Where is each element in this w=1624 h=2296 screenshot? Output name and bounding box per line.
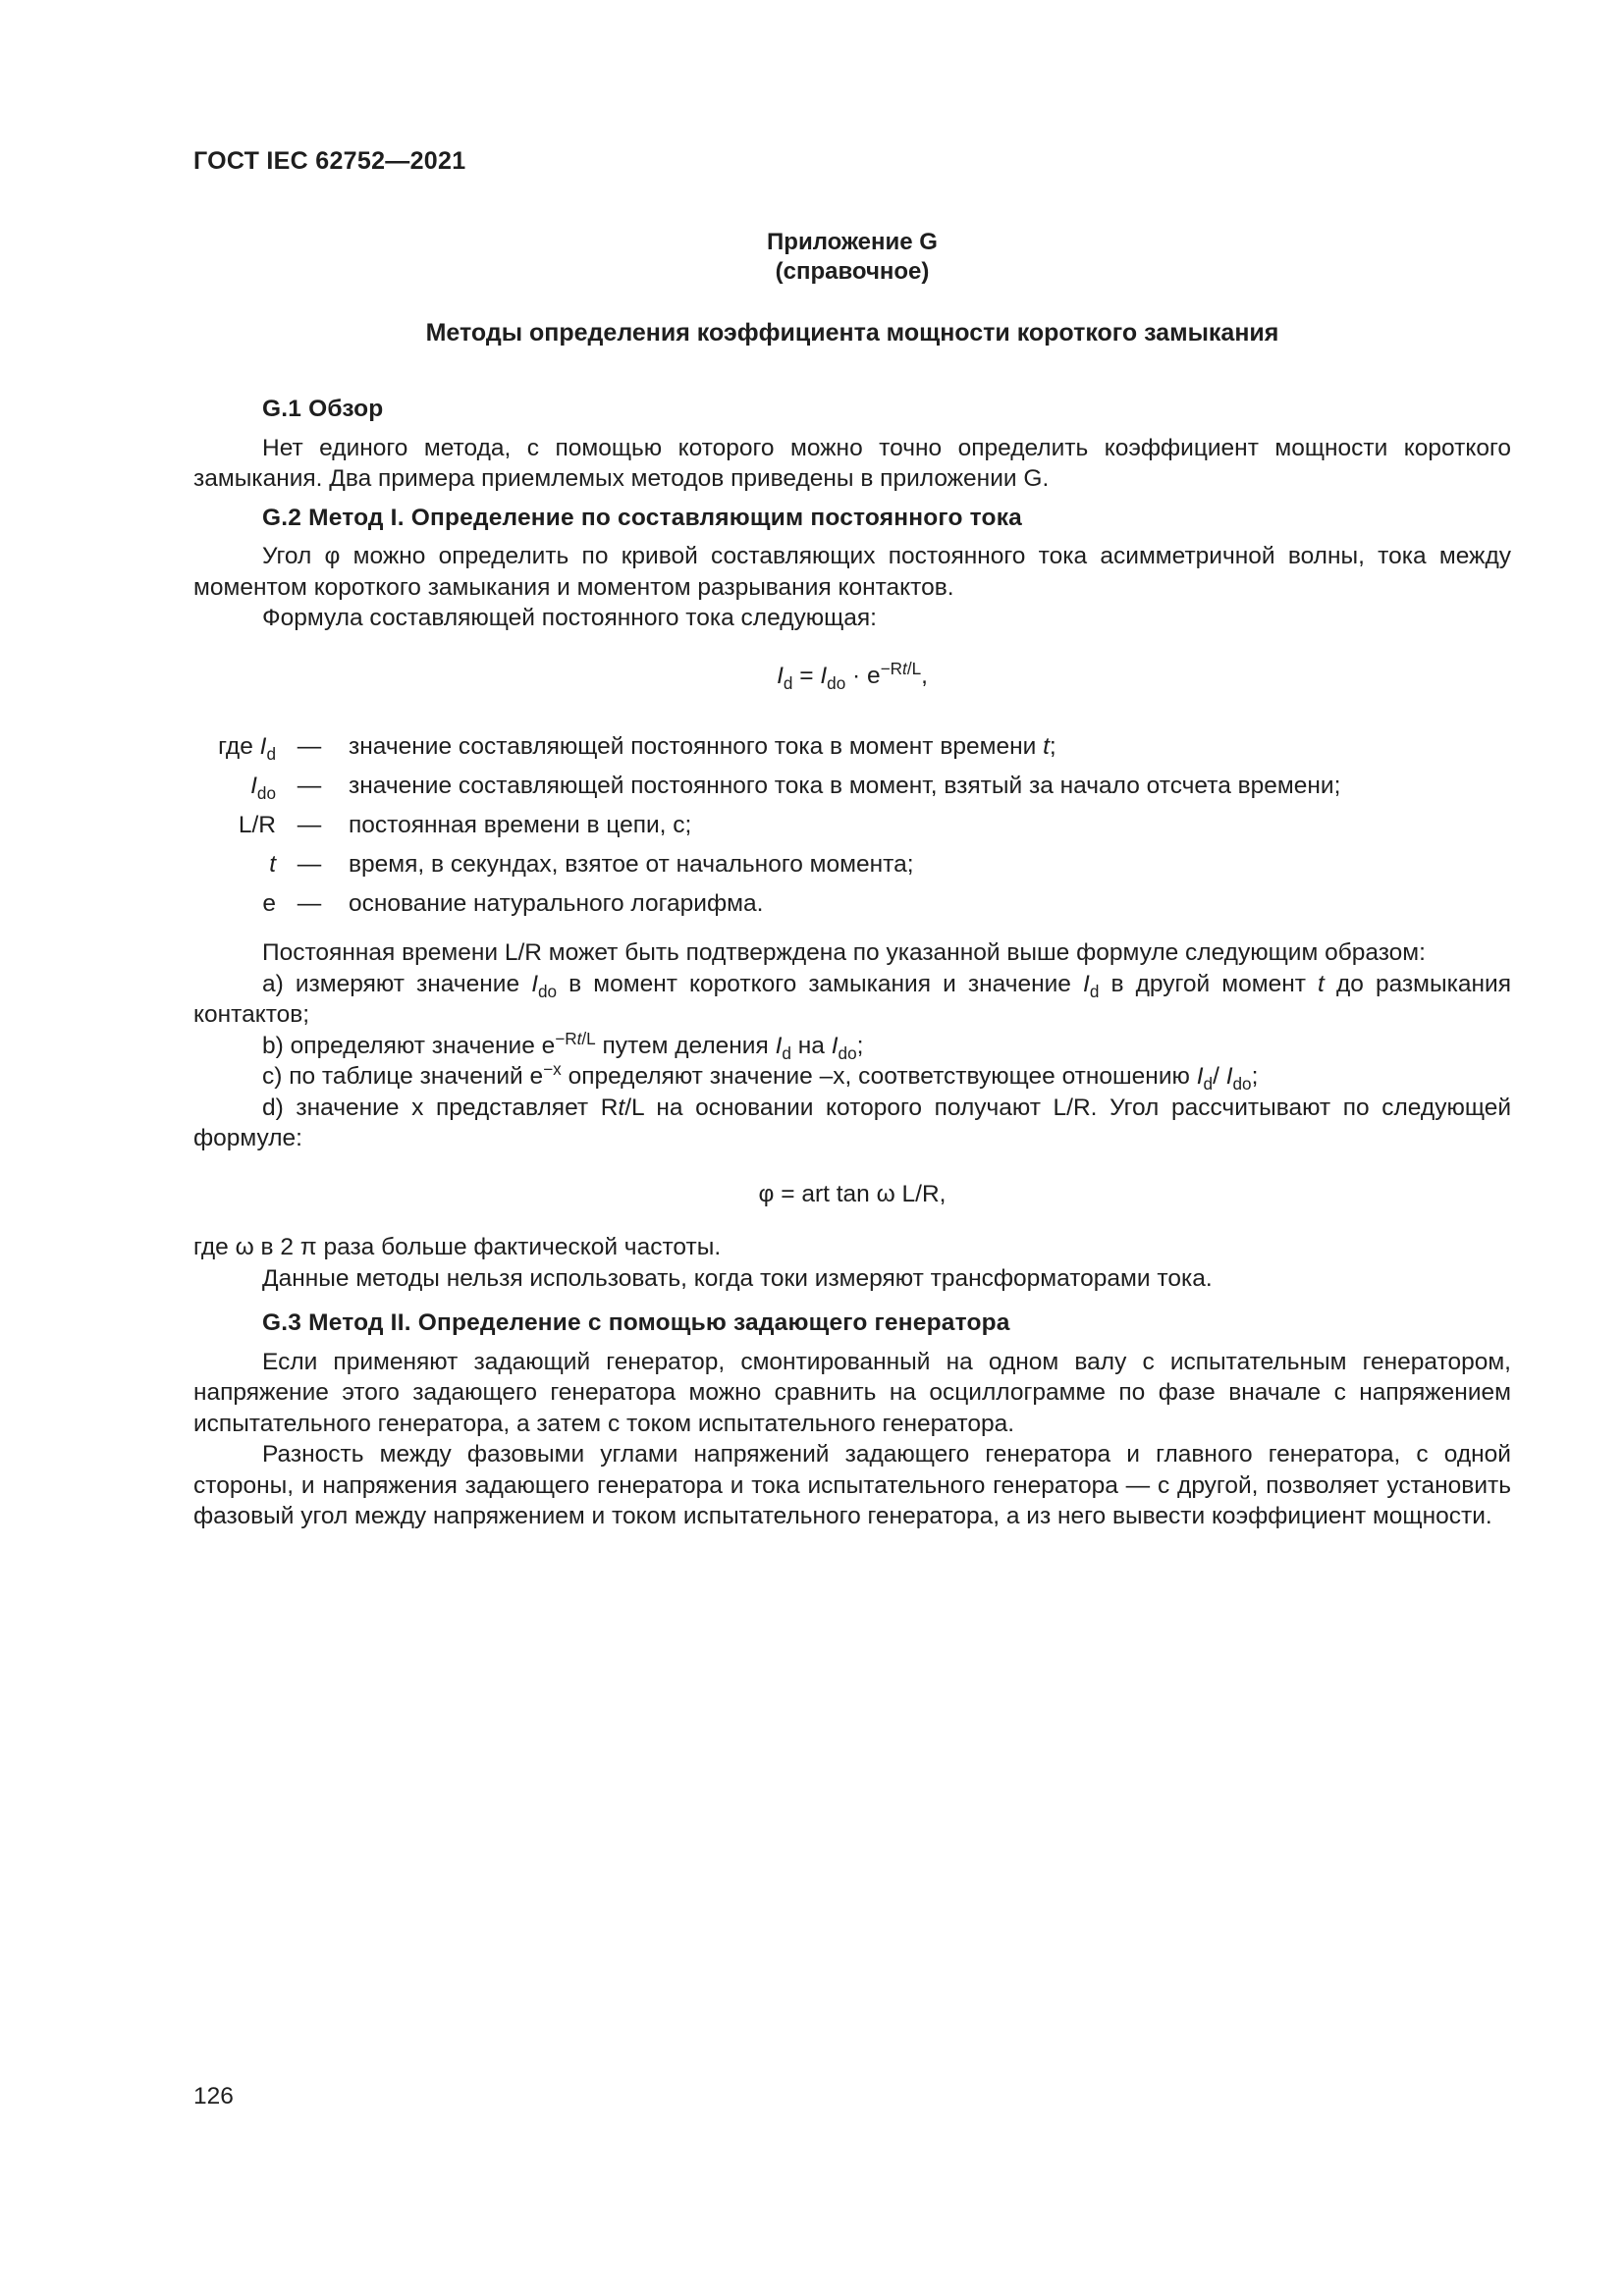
paragraph: Если применяют задающий генератор, смонтированный на одном валу с испытательным генератором, напряжение этого задающего генератора можно сравнить на осциллограмме по фазе вначале с напряжением испытательного генератора, а затем с током испытательного генератора. [193, 1348, 1511, 1437]
document-header-code: ГОСТ IEC 62752—2021 [193, 147, 466, 175]
definition-symbol: e [262, 890, 276, 918]
list-item-b: b) определяют значение $e^{-Rt/L}$ путем деления $I_d$ на $I_{do}$; [262, 1028, 864, 1063]
annex-block [193, 228, 1511, 287]
definition-dash: — [297, 773, 322, 800]
paragraph: Нет единого метода, с помощью которого можно точно определить коэффициент мощности короткого замыкания. Два примера приемлемых методов приведены в приложении G. [193, 434, 1511, 492]
formula-phase-angle: φ = art tan ω L/R, [758, 1180, 947, 1207]
definition-text: значение составляющей постоянного тока в момент времени t; [349, 733, 1056, 761]
section-heading-g1: G.1 Обзор [262, 396, 384, 422]
page-number: 126 [193, 2083, 234, 2109]
definition-row [193, 727, 1340, 767]
symbol-definitions [193, 727, 1340, 924]
definition-row [193, 884, 1340, 924]
formula-dc-component: $I_d = I_{do} \cdot e^{-Rt/L}$, [777, 658, 928, 693]
definition-dash: — [297, 812, 322, 839]
paragraph: Постоянная времени L/R может быть подтверждена по указанной выше формуле следующим образом: [262, 939, 1426, 966]
paragraph: где ω в 2 π раза больше фактической частоты. [193, 1234, 722, 1260]
definition-symbol: где $I_d$ [218, 733, 276, 765]
annex-body [193, 394, 1511, 1532]
definition-text: постоянная времени в цепи, с; [349, 812, 692, 839]
definition-row [193, 845, 1340, 884]
definition-dash: — [297, 733, 322, 761]
paragraph: Формула составляющей постоянного тока следующая: [262, 605, 877, 631]
definition-dash: — [297, 851, 322, 879]
list-item-a: a) измеряют значение $I_{do}$ в момент короткого замыкания и значение $I_d$ в другой момент t до размыкания контактов; [193, 970, 1511, 1028]
definition-symbol: t [269, 851, 276, 879]
document-page [193, 0, 1511, 2296]
definition-row [193, 806, 1340, 845]
definition-text: основание натурального логарифма. [349, 890, 764, 918]
section-heading-g2: G.2 Метод I. Определение по составляющим постоянного тока [262, 504, 1022, 531]
paragraph: Угол φ можно определить по кривой составляющих постоянного тока асимметричной волны, тока между моментом короткого замыкания и моментом разрывания контактов. [193, 543, 1511, 601]
definition-text: значение составляющей постоянного тока в момент, взятый за начало отсчета времени; [349, 773, 1341, 800]
section-heading-g3: G.3 Метод II. Определение с помощью задающего генератора [262, 1309, 1010, 1336]
paragraph: Разность между фазовыми углами напряжений задающего генератора и главного генератора, с одной стороны, и напряжения задающего генератора и тока испытательного генератора — с другой, позволяет установить фазовый угол между напряжением и током испытательного генератора, а из него вывести коэффициент мощности. [193, 1441, 1511, 1529]
paragraph: Данные методы нельзя использовать, когда токи измеряют трансформаторами тока. [262, 1264, 1213, 1292]
annex-title: Методы определения коэффициента мощности короткого замыкания [425, 319, 1279, 347]
list-item-d: d) значение x представляет Rt/L на основании которого получают L/R. Угол рассчитывают по следующей формуле: [193, 1094, 1512, 1151]
list-item-c: c) по таблице значений $e^{-x}$ определяют значение –x, соответствующее отношению $I_d/$ $I_{do}$; [262, 1058, 1259, 1094]
definition-symbol: $I_{do}$ [250, 773, 276, 804]
definition-symbol: L/R [238, 812, 276, 839]
definition-text: время, в секундах, взятое от начального момента; [349, 851, 914, 879]
definition-dash: — [297, 890, 322, 918]
definition-row [193, 767, 1340, 806]
annex-label: Приложение G [767, 229, 938, 255]
annex-type: (справочное) [775, 258, 930, 285]
